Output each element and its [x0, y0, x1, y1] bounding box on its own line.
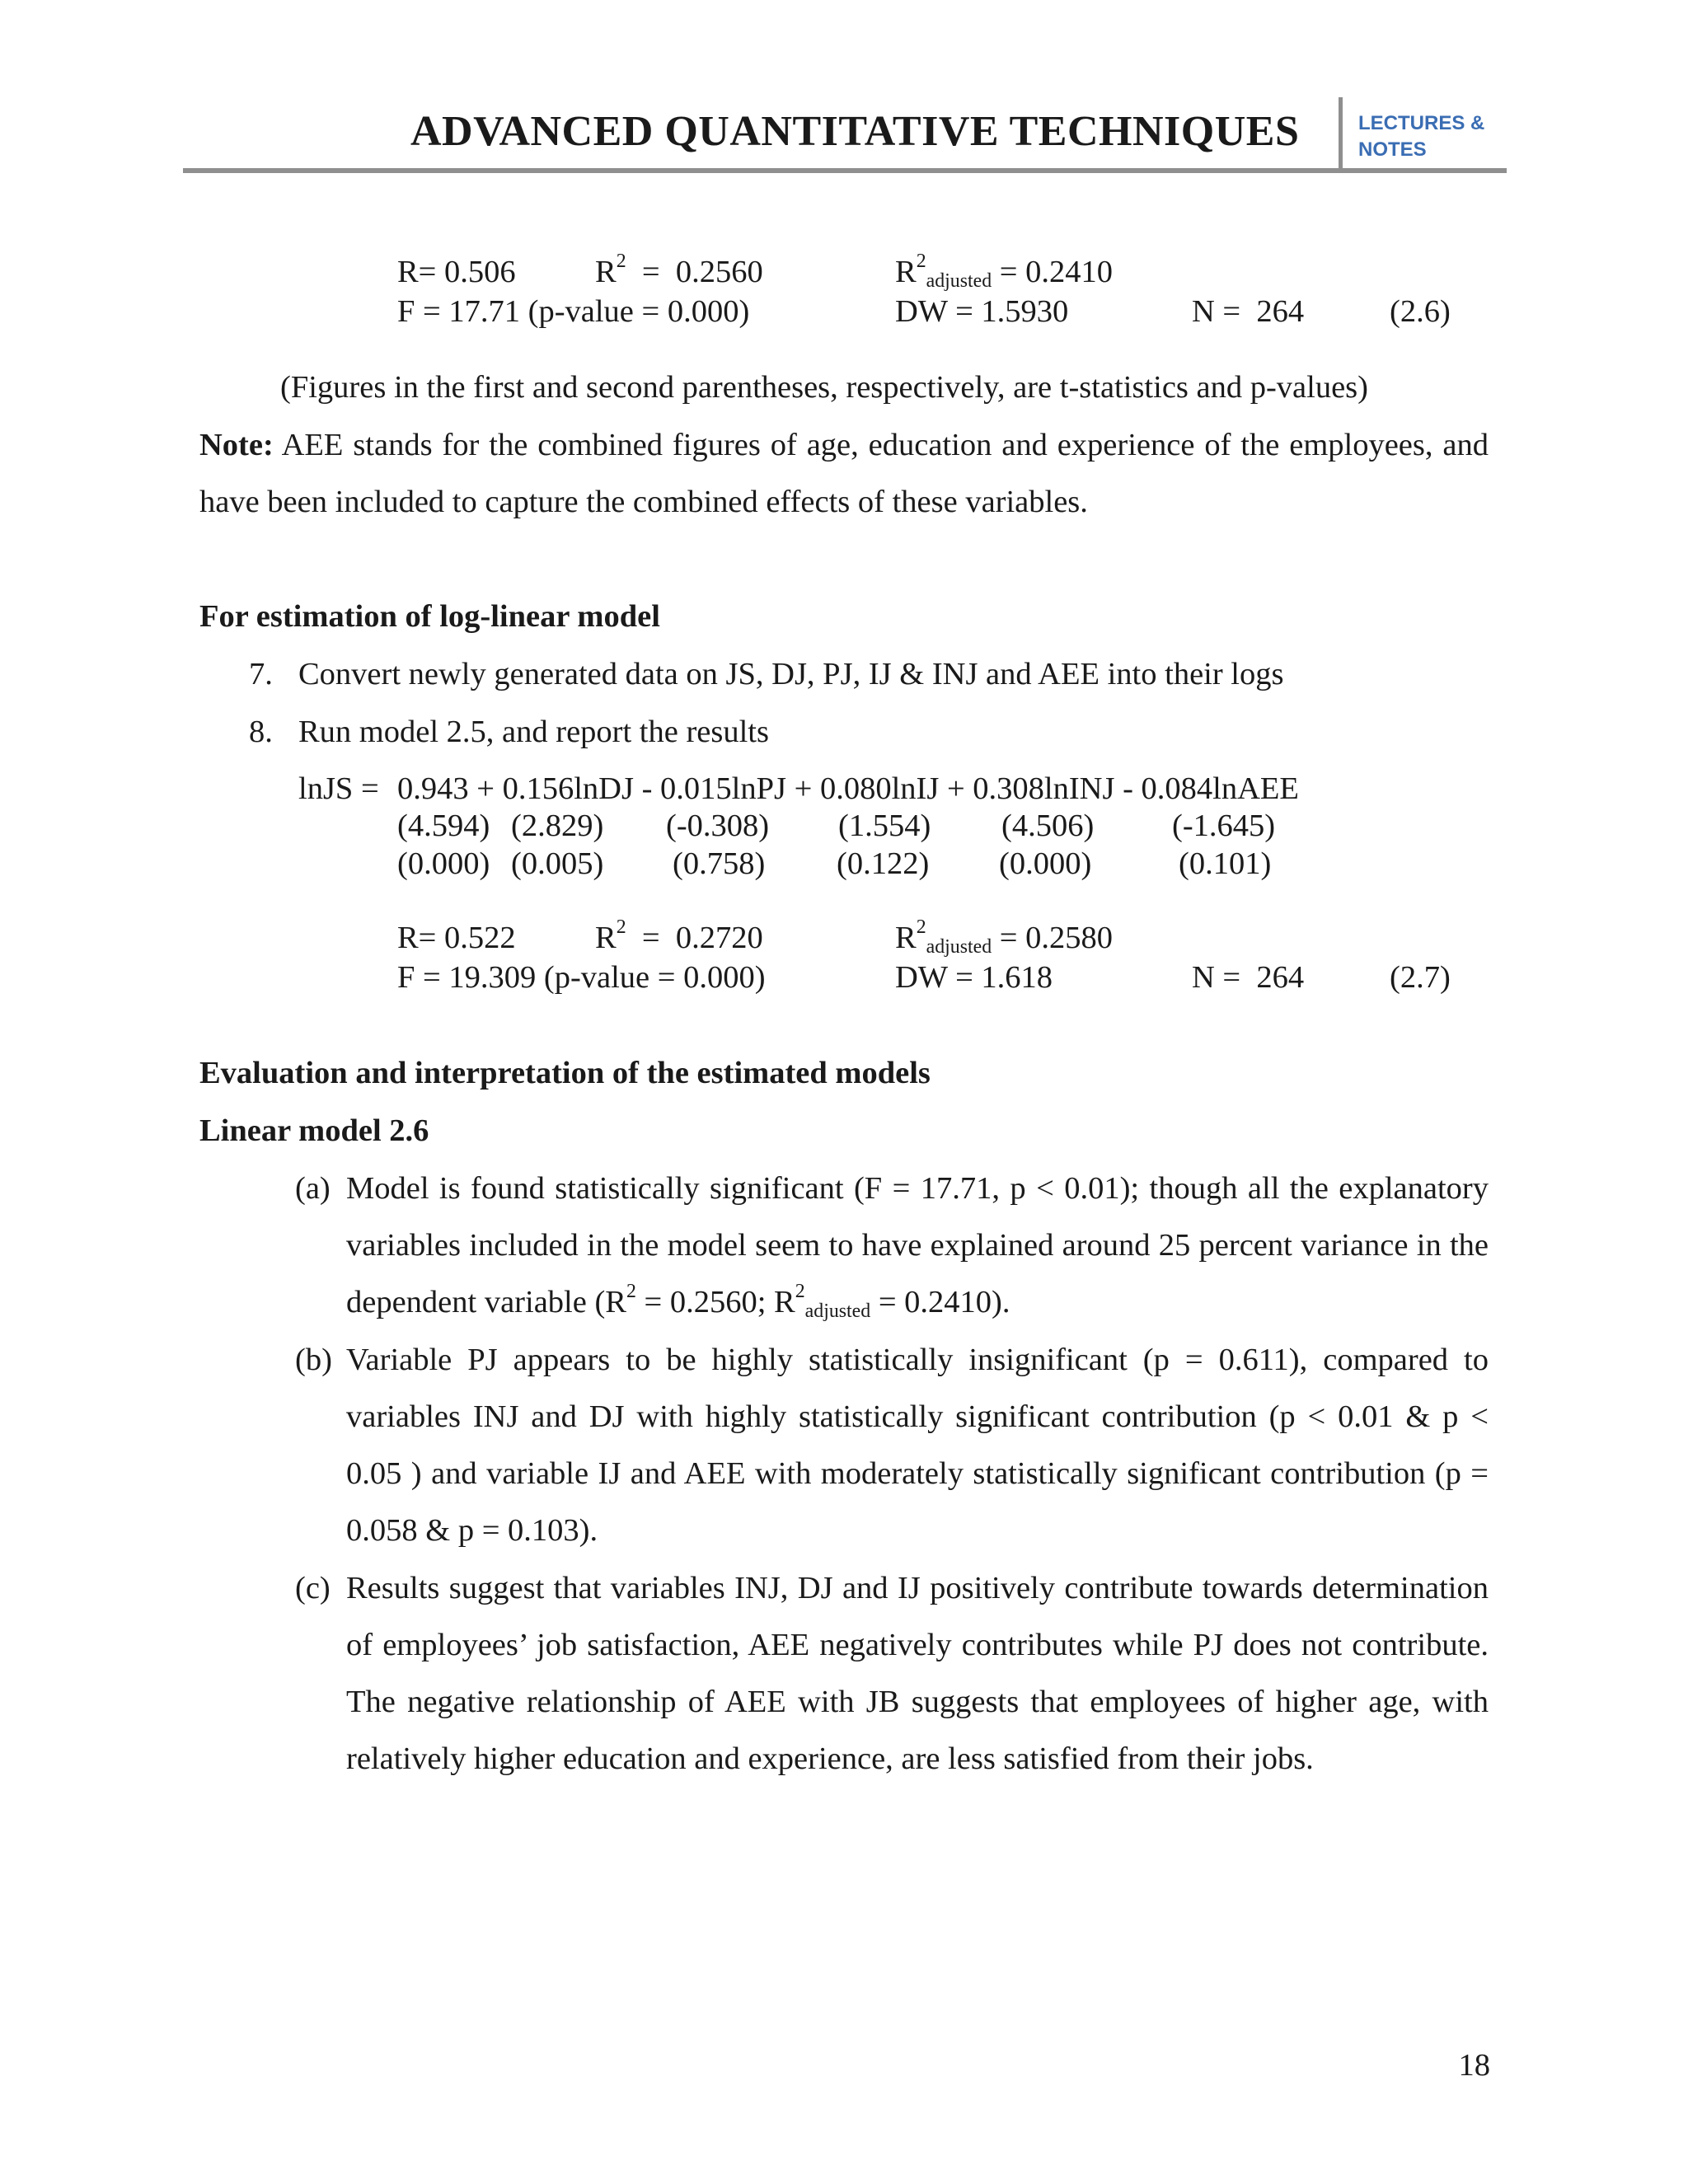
p-value: (0.122): [837, 846, 930, 881]
evaluation-subheading: Linear model 2.6: [199, 1113, 429, 1148]
page-number: 18: [1458, 2048, 1490, 2083]
stat-r-squared: $R^2 = 0.2560$: [595, 251, 763, 289]
t-stat: (-1.645): [1172, 808, 1276, 843]
loglinear-heading: For estimation of log-linear model: [199, 599, 660, 634]
stat-r-squared-adjusted: $R^2_{adjusted} = 0.2580$: [895, 916, 1113, 958]
page-header-title: ADVANCED QUANTITATIVE TECHNIQUES: [410, 108, 1300, 155]
stat-dw: DW = 1.5930: [895, 294, 1069, 329]
stat-dw: DW = 1.618: [895, 960, 1053, 995]
item-label: (c): [295, 1571, 331, 1605]
stat-r-squared-adjusted: $R^2_{adjusted} = 0.2410$: [895, 251, 1113, 292]
equation-number: (2.6): [1390, 294, 1451, 329]
step-8-text: Run model 2.5, and report the results: [298, 715, 769, 749]
step-7-number: 7.: [249, 657, 273, 691]
item-text: Results suggest that variables INJ, DJ and IJ positively contribute towards determination of employees’ job satisfaction, AEE negatively contributes while PJ does not contribute. The negative relationship of AEE with JB suggests that employees of higher age, with relatively higher education and experience, are less satisfied from their jobs.: [346, 1571, 1489, 1776]
stat-r: R= 0.522: [397, 921, 516, 955]
note-label: Note:: [199, 428, 274, 462]
p-value: (0.000): [397, 846, 490, 881]
stat-f: F = 17.71 (p-value = 0.000): [397, 294, 750, 329]
note-paragraph: [199, 417, 1489, 531]
p-value: (0.005): [511, 846, 604, 881]
equation-rhs: 0.943 + 0.156lnDJ - 0.015lnPJ + 0.080lnIJ + 0.308lnINJ - 0.084lnAEE: [397, 771, 1299, 806]
t-stat: (1.554): [838, 808, 931, 843]
t-stat: (-0.308): [666, 808, 770, 843]
parentheses-note: (Figures in the first and second parentheses, respectively, are t-statistics and p-values): [280, 370, 1368, 405]
p-value: (0.758): [673, 846, 766, 881]
t-stat: (4.506): [1001, 808, 1095, 843]
evaluation-item-c: [295, 1560, 1489, 1788]
header-separator: [1339, 97, 1343, 170]
evaluation-item-b: [295, 1332, 1489, 1559]
step-8-number: 8.: [249, 715, 273, 749]
header-rule: [183, 168, 1507, 173]
t-stat: (2.829): [511, 808, 604, 843]
stat-r: R= 0.506: [397, 255, 516, 289]
note-text: AEE stands for the combined figures of age, education and experience of the employees, and have been included to capture the combined effects of these variables.: [199, 428, 1489, 519]
step-7-text: Convert newly generated data on JS, DJ, PJ, IJ & INJ and AEE into their logs: [298, 657, 1284, 691]
equation-number: (2.7): [1390, 960, 1451, 995]
header-badge-line1: LECTURES &: [1358, 112, 1485, 134]
t-stat: (4.594): [397, 808, 490, 843]
item-label: (a): [295, 1171, 331, 1206]
evaluation-item-a: [295, 1160, 1489, 1331]
item-text: Model is found statistically significant (F = 17.71, p < 0.01); though all the explanatory variables included in the model seem to have explained around 25 percent variance in the dependent variable ($R^2 = 0.2560$; $R^2_{adjusted} = 0.2410$).: [346, 1171, 1489, 1322]
p-value: (0.000): [999, 846, 1092, 881]
stat-f: F = 19.309 (p-value = 0.000): [397, 960, 766, 995]
stat-n: N = 264: [1192, 294, 1305, 329]
stat-r-squared: $R^2 = 0.2720$: [595, 916, 763, 955]
header-badge-line2: NOTES: [1358, 138, 1427, 161]
equation-lhs: lnJS =: [298, 771, 379, 806]
stat-n: N = 264: [1192, 960, 1305, 995]
evaluation-heading: Evaluation and interpretation of the estimated models: [199, 1056, 931, 1090]
header-badge: [1358, 110, 1484, 163]
item-label: (b): [295, 1343, 332, 1377]
p-value: (0.101): [1179, 846, 1272, 881]
item-text: Variable PJ appears to be highly statistically insignificant (p = 0.611), compared to variables INJ and DJ with highly statistically significant contribution (p < 0.01 & p < 0.05 ) and variable IJ and AEE with moderately statistically significant contribution (p = 0.058 & p = 0.103).: [346, 1343, 1489, 1548]
